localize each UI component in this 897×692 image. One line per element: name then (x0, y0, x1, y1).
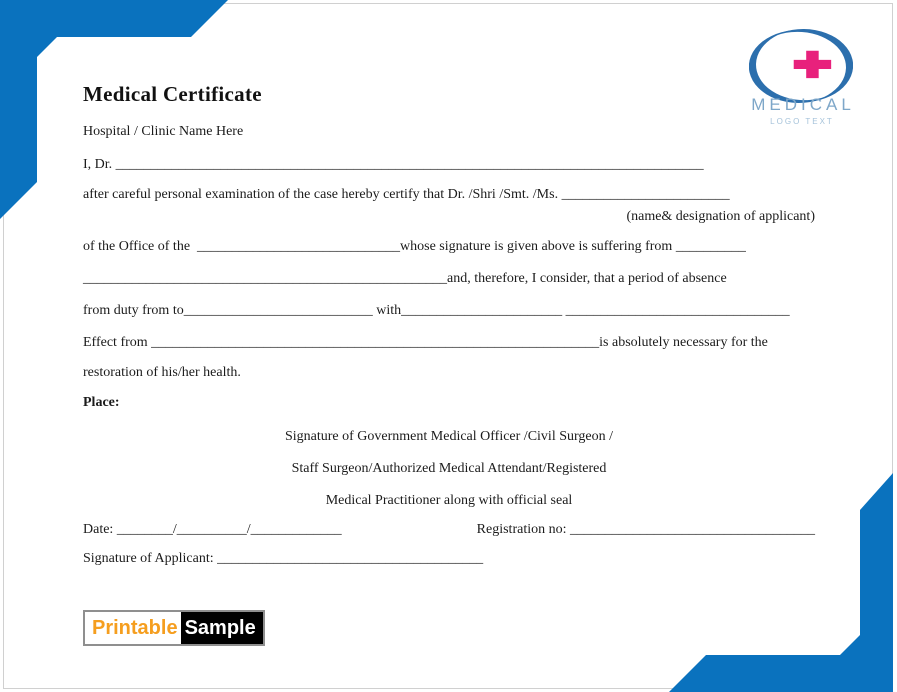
medical-logo (735, 28, 867, 126)
office-suffering-line: of the Office of the _____________________________whose signature is given above is suffering from __________ (83, 239, 746, 254)
hospital-clinic-name-line: Hospital / Clinic Name Here (83, 124, 244, 139)
effect-from-line: Effect from ________________________________________________________________is absolutely necessary for the (83, 335, 768, 350)
doctor-name-blank-line: I, Dr. ____________________________________________________________________________________ (83, 157, 704, 172)
registration-no-blank-line: Registration no: ___________________________________ (476, 522, 815, 537)
page-title: Medical Certificate (83, 82, 262, 106)
logo-cross-icon (794, 51, 831, 78)
date-blank-line: Date: ________/__________/_____________ (83, 522, 342, 537)
logo-name: MEDICAL (751, 95, 855, 114)
restoration-line: restoration of his/her health. (83, 365, 241, 380)
logo-tagline: LOGO TEXT (770, 117, 834, 126)
place-label: Place: (83, 395, 120, 410)
signature-of-applicant-line: Signature of Applicant: ______________________________________ (83, 551, 484, 566)
period-of-absence-line: ____________________________________________________and, therefore, I consider, that a period of absence (83, 271, 727, 286)
printable-sample-watermark (83, 610, 265, 646)
date-registration-row (83, 520, 815, 540)
signature-authority-line-3: Medical Practitioner along with official seal (325, 493, 573, 508)
name-designation-note: (name& designation of applicant) (626, 209, 815, 224)
certify-statement-line: after careful personal examination of the case hereby certify that Dr. /Shri /Smt. /Ms. ________________________ (83, 187, 730, 202)
signature-authority-line-2: Staff Surgeon/Authorized Medical Attendant/Registered (291, 461, 607, 476)
signature-authority-line-1: Signature of Government Medical Officer /Civil Surgeon / (284, 429, 614, 444)
medical-logo-mark (749, 28, 853, 104)
watermark-sample-text: Sample (181, 612, 263, 644)
watermark-printable-text: Printable (85, 612, 181, 644)
duty-from-to-line: from duty from to___________________________ with_______________________ ________________________________ (83, 303, 790, 318)
